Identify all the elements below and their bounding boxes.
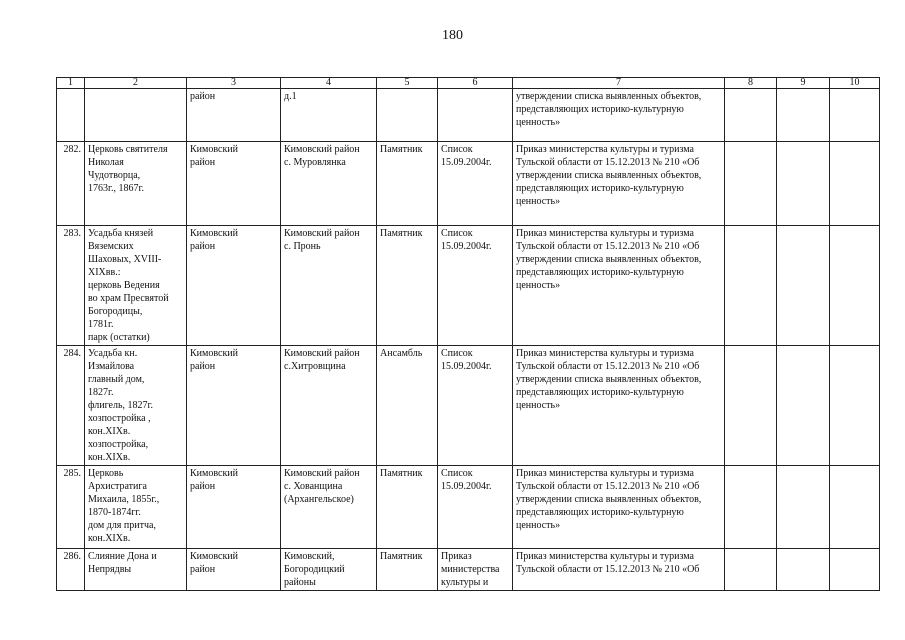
district: район <box>187 89 281 142</box>
row-number: 282. <box>57 142 85 226</box>
column-number-row <box>57 78 880 89</box>
object-name <box>85 89 187 142</box>
table-row <box>57 466 880 549</box>
object-type: Памятник <box>377 466 438 549</box>
registration-date: Список 15.09.2004г. <box>438 226 513 346</box>
object-name: Церковь Архистратига Михаила, 1855г., 1870-1874гг. дом для притча, кон.XIXв. <box>85 466 187 549</box>
district: Кимовский район <box>187 226 281 346</box>
district: Кимовский район <box>187 549 281 591</box>
object-type <box>377 89 438 142</box>
table-row <box>57 89 880 142</box>
column-header: 7 <box>513 78 725 89</box>
address: Кимовский район с. Хованщина (Архангельское) <box>281 466 377 549</box>
object-name: Церковь святителя Николая Чудотворца, 1763г., 1867г. <box>85 142 187 226</box>
empty-cell <box>777 466 830 549</box>
row-number <box>57 89 85 142</box>
district: Кимовский район <box>187 346 281 466</box>
table-row <box>57 549 880 591</box>
district: Кимовский район <box>187 142 281 226</box>
empty-cell <box>777 549 830 591</box>
heritage-registry-table <box>56 77 880 591</box>
column-header: 5 <box>377 78 438 89</box>
empty-cell <box>725 226 777 346</box>
object-type: Ансамбль <box>377 346 438 466</box>
legal-document: Приказ министерства культуры и туризма Тульской области от 15.12.2013 № 210 «Об утверждении списка выявленных объектов, представляющих историко-культурную ценность» <box>513 346 725 466</box>
address: Кимовский район с. Муровлянка <box>281 142 377 226</box>
object-name: Усадьба кн. Измайлова главный дом, 1827г. флигель, 1827г. хозпостройка , кон.XIXв. хозпостройка, кон.XIXв. <box>85 346 187 466</box>
legal-document: Приказ министерства культуры и туризма Тульской области от 15.12.2013 № 210 «Об утверждении списка выявленных объектов, представляющих историко-культурную ценность» <box>513 226 725 346</box>
empty-cell <box>777 226 830 346</box>
empty-cell <box>777 142 830 226</box>
column-header: 3 <box>187 78 281 89</box>
table-row <box>57 142 880 226</box>
empty-cell <box>725 89 777 142</box>
object-type: Памятник <box>377 226 438 346</box>
column-header: 6 <box>438 78 513 89</box>
legal-document: утверждении списка выявленных объектов, представляющих историко-культурную ценность» <box>513 89 725 142</box>
row-number: 285. <box>57 466 85 549</box>
address: д.1 <box>281 89 377 142</box>
registration-date: Список 15.09.2004г. <box>438 466 513 549</box>
object-type: Памятник <box>377 142 438 226</box>
address: Кимовский район с. Пронь <box>281 226 377 346</box>
empty-cell <box>830 346 880 466</box>
district: Кимовский район <box>187 466 281 549</box>
legal-document: Приказ министерства культуры и туризма Тульской области от 15.12.2013 № 210 «Об <box>513 549 725 591</box>
row-number: 286. <box>57 549 85 591</box>
column-header: 1 <box>57 78 85 89</box>
legal-document: Приказ министерства культуры и туризма Тульской области от 15.12.2013 № 210 «Об утверждении списка выявленных объектов, представляющих историко-культурную ценность» <box>513 466 725 549</box>
registration-date: Список 15.09.2004г. <box>438 346 513 466</box>
empty-cell <box>830 226 880 346</box>
object-type: Памятник <box>377 549 438 591</box>
object-name: Слияние Дона и Непрядвы <box>85 549 187 591</box>
empty-cell <box>777 346 830 466</box>
registration-date <box>438 89 513 142</box>
table-row <box>57 226 880 346</box>
address: Кимовский, Богородицкий районы <box>281 549 377 591</box>
empty-cell <box>725 346 777 466</box>
empty-cell <box>830 142 880 226</box>
empty-cell <box>830 466 880 549</box>
registration-date: Приказ министерства культуры и <box>438 549 513 591</box>
page-number: 180 <box>442 28 463 43</box>
empty-cell <box>777 89 830 142</box>
empty-cell <box>725 142 777 226</box>
table-row <box>57 346 880 466</box>
address: Кимовский район с.Хитровщина <box>281 346 377 466</box>
empty-cell <box>830 89 880 142</box>
column-header: 2 <box>85 78 187 89</box>
column-header: 8 <box>725 78 777 89</box>
empty-cell <box>725 549 777 591</box>
legal-document: Приказ министерства культуры и туризма Тульской области от 15.12.2013 № 210 «Об утверждении списка выявленных объектов, представляющих историко-культурную ценность» <box>513 142 725 226</box>
column-header: 4 <box>281 78 377 89</box>
row-number: 283. <box>57 226 85 346</box>
row-number: 284. <box>57 346 85 466</box>
column-header: 9 <box>777 78 830 89</box>
registration-date: Список 15.09.2004г. <box>438 142 513 226</box>
empty-cell <box>725 466 777 549</box>
empty-cell <box>830 549 880 591</box>
object-name: Усадьба князей Вяземских Шаховых, XVIII- XIXвв.: церковь Ведения во храм Пресвятой Богородицы, 1781г. парк (остатки) <box>85 226 187 346</box>
column-header: 10 <box>830 78 880 89</box>
